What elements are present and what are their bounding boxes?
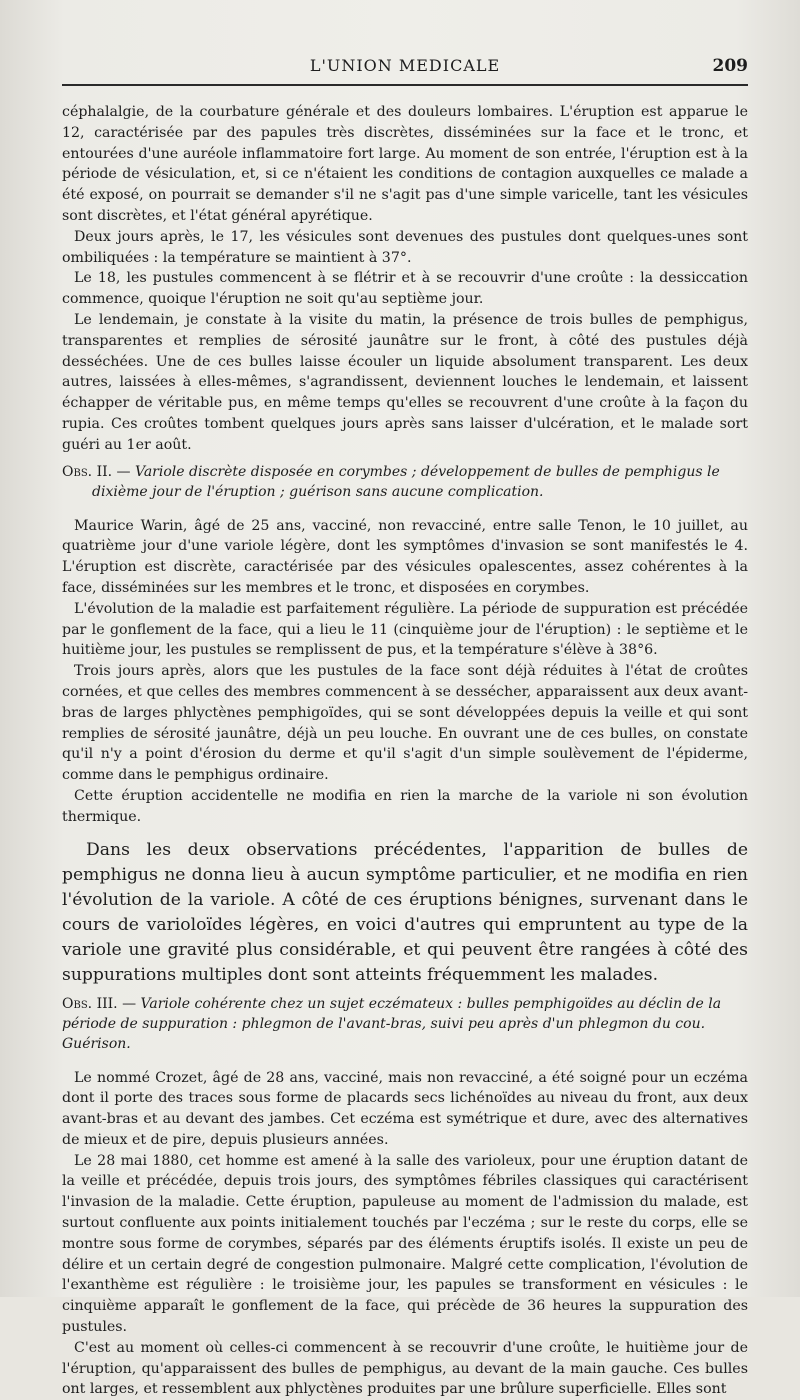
paragraph-3: Le 18, les pustules commencent à se flétrir et à se recouvrir d'une croûte : la dessiccation commence, quoique l'éruption ne soit qu'au septième jour.: [62, 270, 748, 308]
paragraph-2: Deux jours après, le 17, les vésicules sont devenues des pustules dont quelques-unes sont ombiliquées : la température se maintient à 37°.: [62, 228, 748, 266]
paragraph-8: Cette éruption accidentelle ne modifia en rien la marche de la variole ni son évolution thermique.: [62, 787, 748, 825]
paragraph-10: Le nommé Crozet, âgé de 28 ans, vacciné, mais non revacciné, a été soigné pour un eczéma dont il porte des traces sous forme de placards secs lichénoïdes au niveau du front, aux deux avant-bras et au devant des jambes. Cet eczéma est symétrique et dure, avec des alternatives de mieux et de pire, depuis plusieurs années.: [62, 1069, 748, 1148]
paragraph-11: Le 28 mai 1880, cet homme est amené à la salle des varioleux, pour une éruption datant de la veille et précédée, depuis trois jours, des symptômes fébriles classiques qui caractérisent l'invasion de la maladie. Cette éruption, papuleuse au moment de l'admission du malade, est surtout confluente aux points initialement touchés par l'eczéma ; sur le reste du corps, elle se montre sous forme de corymbes, séparés par des éléments éruptifs isolés. Il existe un peu de délire et un certain degré de congestion pulmonaire. Malgré cette complication, l'évolution de l'exanthème est régulière : le troisième jour, les papules se transforment en vésicules : le cinquième apparaît le gonflement de la face, qui précède de 36 heures la suppuration des pustules.: [62, 1152, 748, 1336]
paragraph-1: céphalalgie, de la courbature générale et des douleurs lombaires. L'éruption est apparue le 12, caractérisée par des papules très discrètes, disséminées sur la face et le tronc, et entourées d'une auréole inflammatoire fort large. Au moment de son entrée, l'éruption est à la période de vésiculation, et, si ce n'étaient les conditions de contagion auxquelles ce malade a été exposé, on pourrait se demander s'il ne s'agit pas d'une simple varicelle, tant les vésicules sont discrètes, et l'état général apyrétique.: [62, 104, 748, 224]
running-head: [62, 56, 748, 86]
paragraph-5: Maurice Warin, âgé de 25 ans, vacciné, non revacciné, entre salle Tenon, le 10 juillet, au quatrième jour d'une variole légère, dont les symptômes d'invasion se sont manifestés le 4. L'éruption est discrète, caractérisée par des vésicules opalescentes, assez cohérentes à la face, disséminées sur les membres et le tronc, et disposées en corymbes.: [62, 517, 748, 596]
running-title: L'UNION MEDICALE: [309, 56, 501, 75]
observation-2-description-continued: dixième jour de l'éruption ; guérison sans aucune complication.: [92, 483, 544, 500]
observation-2-description: Variole discrète disposée en corymbes ; développement de bulles de pemphigus le: [135, 463, 720, 480]
paragraph-4: Le lendemain, je constate à la visite du matin, la présence de trois bulles de pemphigus, transparentes et remplies de sérosité jaunâtre sur le front, à côté des pustules déjà desséchées. Une de ces bulles laisse écouler un liquide absolument transparent. Les deux autres, laissées à elles-mêmes, s'agrandissent, deviennent louches le lendemain, et laissent échapper de véritable pus, en même temps qu'elles se recouvrent d'une croûte à la façon du rupia. Ces croûtes tombent quelques jours après sans laisser d'ulcération, et le malade sort guéri au 1er août.: [62, 311, 748, 453]
observation-3-description: Variole cohérente chez un sujet eczémateux : bulles pemphigoïdes au déclin de la période de suppuration : phlegmon de l'avant-bras, suivi peu après d'un phlegmon du cou. Guérison.: [62, 995, 722, 1052]
observation-3-number: Obs. III. —: [62, 995, 137, 1012]
page-number: 209: [712, 56, 748, 76]
spacer: [62, 828, 748, 838]
observation-2-number: Obs. II. —: [62, 463, 131, 480]
observation-2-heading: [62, 462, 748, 502]
observation-3-heading: [62, 994, 748, 1054]
paragraph-7: Trois jours après, alors que les pustules de la face sont déjà réduites à l'état de croûtes cornées, et que celles des membres commencent à se dessécher, apparaissent aux deux avant-bras de larges phlyctènes pemphigoïdes, qui se sont développées depuis la veille et qui sont remplies de sérosité jaunâtre, déjà un peu louche. En ouvrant une de ces bulles, on constate qu'il n'y a point d'érosion du derme et qu'il s'agit d'un simple soulèvement de l'épiderme, comme dans le pemphigus ordinaire.: [62, 663, 748, 784]
paragraph-12: C'est au moment où celles-ci commencent à se recouvrir d'une croûte, le huitième jour de l'éruption, qu'apparaissent des bulles de pemphigus, au devant de la main gauche. Ces bulles ont larges, et ressemblent aux phlyctènes produites par une brûlure superficielle. Elles sont: [62, 1339, 748, 1398]
paragraph-9: Dans les deux observations précédentes, l'apparition de bulles de pemphigus ne donna lieu à aucun symptôme particulier, et ne modifia en rien l'évolution de la variole. A côté de ces éruptions bénignes, survenant dans le cours de varioloïdes légères, en voici d'autres qui empruntent au type de la variole une gravité plus considérable, et qui peuvent être rangées à côté des suppurations multiples dont sont atteints fréquemment les malades.: [62, 839, 748, 985]
paragraph-6: L'évolution de la maladie est parfaitement régulière. La période de suppuration est précédée par le gonflement de la face, qui a lieu le 11 (cinquième jour de l'éruption) : le septième et le huitième jour, les pustules se remplissent de pus, et la température s'élève à 38°6.: [62, 600, 748, 659]
